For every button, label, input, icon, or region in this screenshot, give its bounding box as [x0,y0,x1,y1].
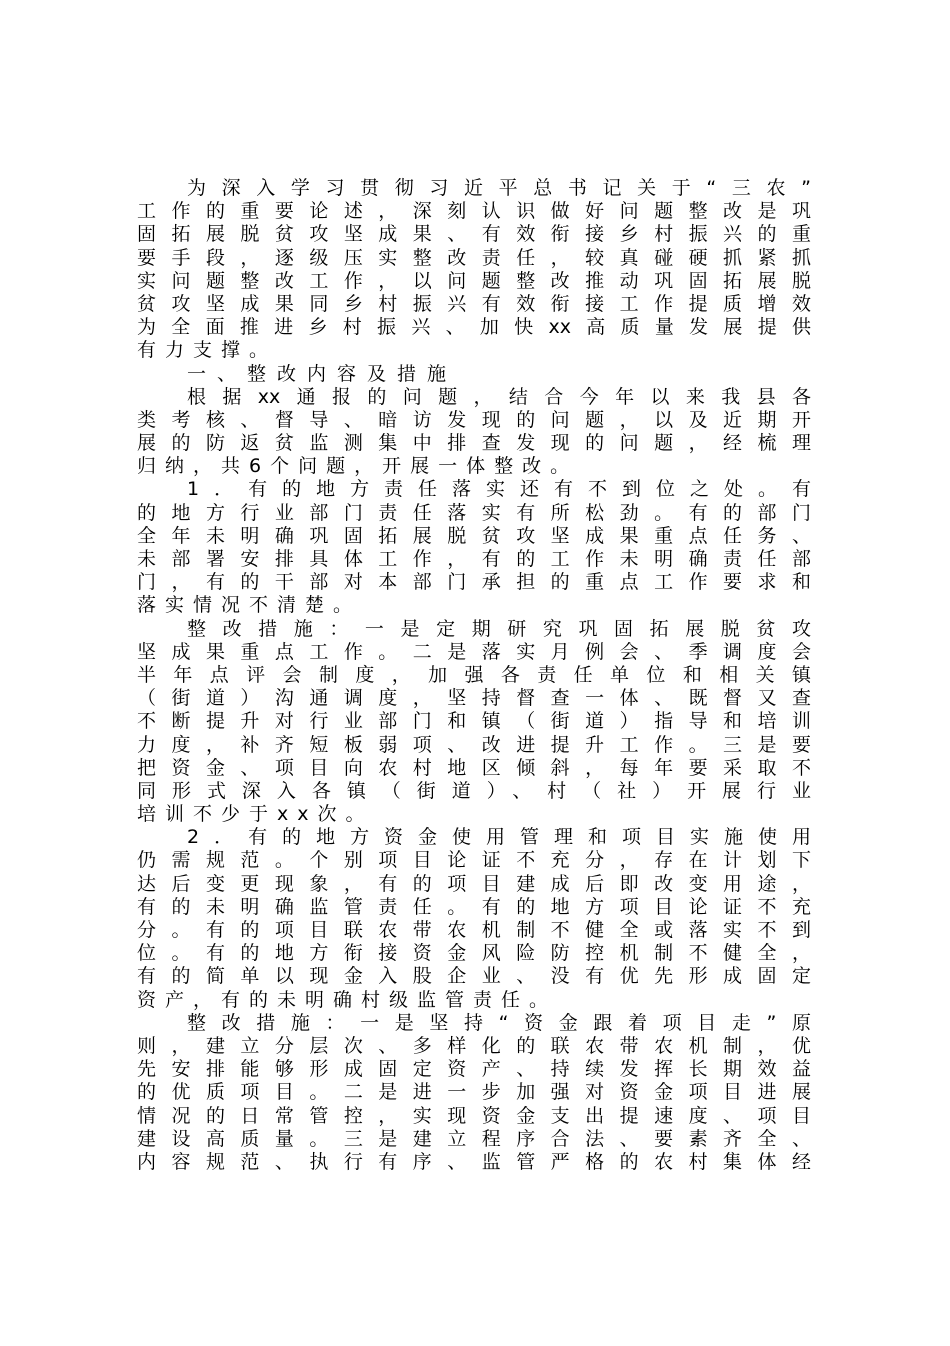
text-line: 不断提升对行业部门和镇（街道）指导和培训 [137,710,811,733]
text-line: 1．有的地方责任落实还有不到位之处。有 [187,478,811,501]
text-line: 位。有的地方衔接资金风险防控机制不健全， [137,942,811,965]
text-line: 要手段，逐级压实整改责任，较真碰硬抓紧抓 [137,246,811,269]
text-line: 为全面推进乡村振兴、加快xx高质量发展提供 [137,316,811,339]
text-line: 力度，补齐短板弱项、改进提升工作。三是要 [137,733,811,756]
text-line: 仍需规范。个别项目论证不充分，存在计划下 [137,849,811,872]
text-line: 培训不少于xx次。 [137,803,374,826]
text-line: 资产，有的未明确村级监管责任。 [137,988,558,1011]
text-line: 工作的重要论述，深刻认识做好问题整改是巩 [137,200,811,223]
text-line: 为深入学习贯彻习近平总书记关于“三农” [187,177,811,199]
text-line: 的地方行业部门责任落实有所松劲。有的部门 [137,501,811,524]
text-line: 分。有的项目联农带农机制不健全或落实不到 [137,919,811,941]
text-line: 贫攻坚成果同乡村振兴有效衔接工作提质增效 [137,292,811,315]
text-line: 类考核、督导、暗访发现的问题，以及近期开 [137,408,811,431]
text-line: 有力支撑。 [137,339,278,362]
body-text [137,177,811,1174]
text-line: 整改措施：一是定期研究巩固拓展脱贫攻 [187,617,811,640]
text-line: 则，建立分层次、多样化的联农带农机制，优 [137,1034,811,1057]
text-line: 先安排能够形成固定资产、持续发挥长期效益 [137,1058,811,1081]
text-line: 根据xx通报的问题，结合今年以来我县各 [187,385,811,408]
text-line: 坚成果重点工作。二是落实月例会、季调度会 [137,640,811,663]
text-line: 全年未明确巩固拓展脱贫攻坚成果重点任务、 [137,524,811,547]
text-line: 把资金、项目向农村地区倾斜，每年要采取不 [137,756,811,779]
text-line: 门，有的干部对本部门承担的重点工作要求和 [137,571,811,594]
text-line: 建设高质量。三是建立程序合法、要素齐全、 [137,1127,811,1150]
text-line: 固拓展脱贫攻坚成果、有效衔接乡村振兴的重 [137,223,811,246]
text-line: （街道）沟通调度，坚持督查一体、既督又查 [137,687,811,710]
text-line: 的优质项目。二是进一步加强对资金项目进展 [137,1081,811,1104]
text-line: 2．有的地方资金使用管理和项目实施使用 [187,826,811,849]
text-line: 整改措施：一是坚持“资金跟着项目走”原 [187,1011,811,1034]
text-line: 归纳，共6个问题，开展一体整改。 [137,455,579,478]
text-line: 实问题整改工作，以问题整改推动巩固拓展脱 [137,269,811,292]
section-heading: 一、整改内容及措施 [187,362,458,385]
text-line: 情况的日常管控，实现资金支出提速度、项目 [137,1104,811,1127]
text-line: 达后变更现象，有的项目建成后即改变用途， [137,872,811,895]
text-line: 有的简单以现金入股企业、没有优先形成固定 [137,965,811,988]
text-line: 内容规范、执行有序、监管严格的农村集体经 [137,1150,811,1173]
text-line: 同形式深入各镇（街道）、村（社）开展行业 [137,779,811,802]
text-line: 有的未明确监管责任。有的地方项目论证不充 [137,895,811,918]
text-line: 落实情况不清楚。 [137,594,362,617]
text-line: 展的防返贫监测集中排查发现的问题，经梳理 [137,432,811,455]
text-line: 半年点评会制度，加强各责任单位和相关镇 [137,663,811,686]
text-line: 未部署安排具体工作，有的工作未明确责任部 [137,548,811,570]
